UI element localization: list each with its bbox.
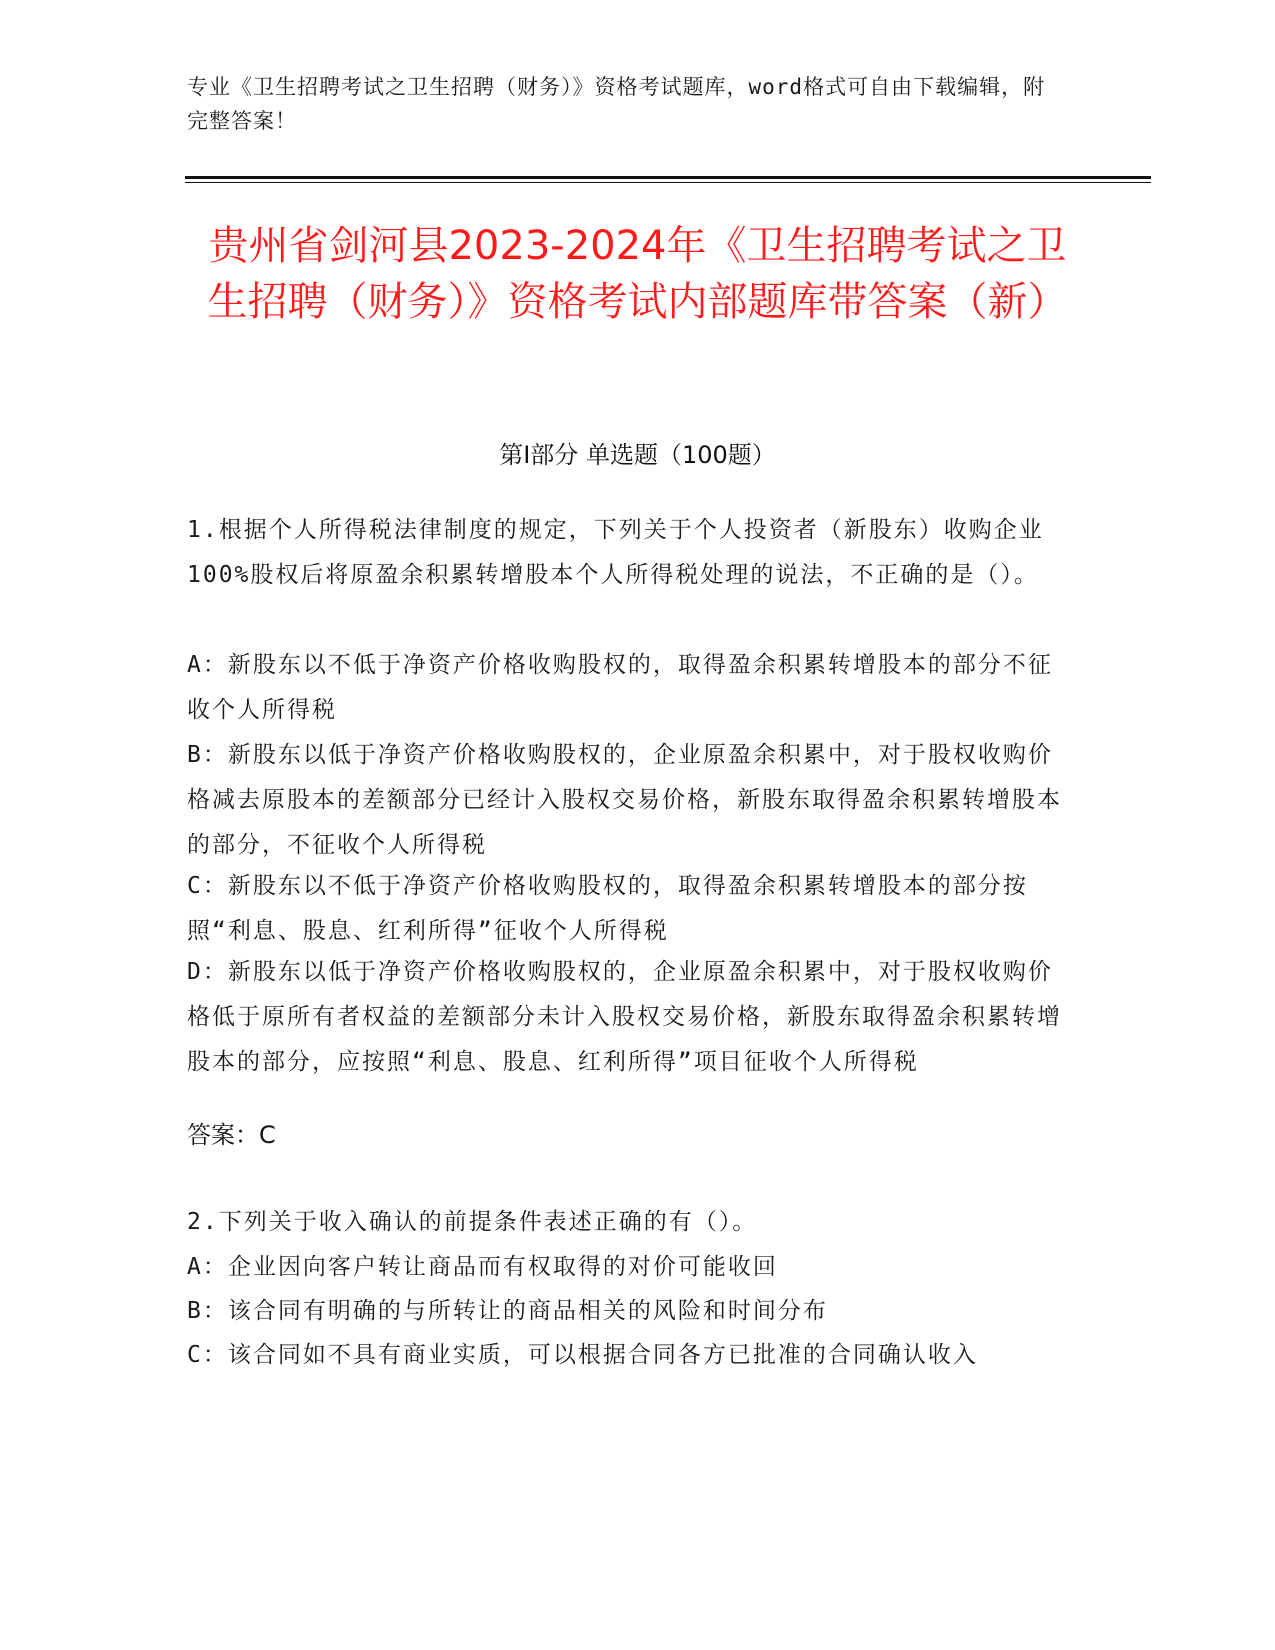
- header-note: 专业《卫生招聘考试之卫生招聘（财务）》资格考试题库，word格式可自由下载编辑，附完整答案！: [187, 75, 1046, 133]
- question-option: A：新股东以不低于净资产价格收购股权的，取得盈余积累转增股本的部分不征收个人所得税: [187, 652, 1053, 723]
- header-divider-thin: [185, 182, 1151, 183]
- question-option: B：该合同有明确的与所转让的商品相关的风险和时间分布: [187, 1298, 828, 1324]
- question-option: C：新股东以不低于净资产价格收购股权的，取得盈余积累转增股本的部分按照“利息、股息、红利所得”征收个人所得税: [187, 873, 1028, 944]
- answer-label: 答案：C: [187, 1121, 276, 1149]
- section-title: 第I部分 单选题（100题）: [499, 441, 776, 469]
- question-option: A：企业因向客户转让商品而有权取得的对价可能收回: [187, 1254, 778, 1280]
- question-option: C：该合同如不具有商业实质，可以根据合同各方已批准的合同确认收入: [187, 1342, 978, 1368]
- header-divider-thick: [185, 176, 1151, 179]
- question-option: B：新股东以低于净资产价格收购股权的，企业原盈余积累中，对于股权收购价格减去原股本的差额部分已经计入股权交易价格，新股东取得盈余积累转增股本的部分，不征收个人所得税: [187, 742, 1062, 858]
- question-option: D：新股东以低于净资产价格收购股权的，企业原盈余积累中，对于股权收购价格低于原所有者权益的差额部分未计入股权交易价格，新股东取得盈余积累转增股本的部分，应按照“利息、股息、红利所得”项目征收个人所得税: [187, 959, 1062, 1075]
- question-stem: 1.根据个人所得税法律制度的规定，下列关于个人投资者（新股东）收购企业100%股权后将原盈余积累转增股本个人所得税处理的说法，不正确的是（）。: [187, 517, 1044, 588]
- document-title: 贵州省剑河县2023-2024年《卫生招聘考试之卫生招聘（财务）》资格考试内部题库带答案（新）: [207, 223, 1068, 325]
- question-stem: 2.下列关于收入确认的前提条件表述正确的有（）。: [187, 1209, 758, 1235]
